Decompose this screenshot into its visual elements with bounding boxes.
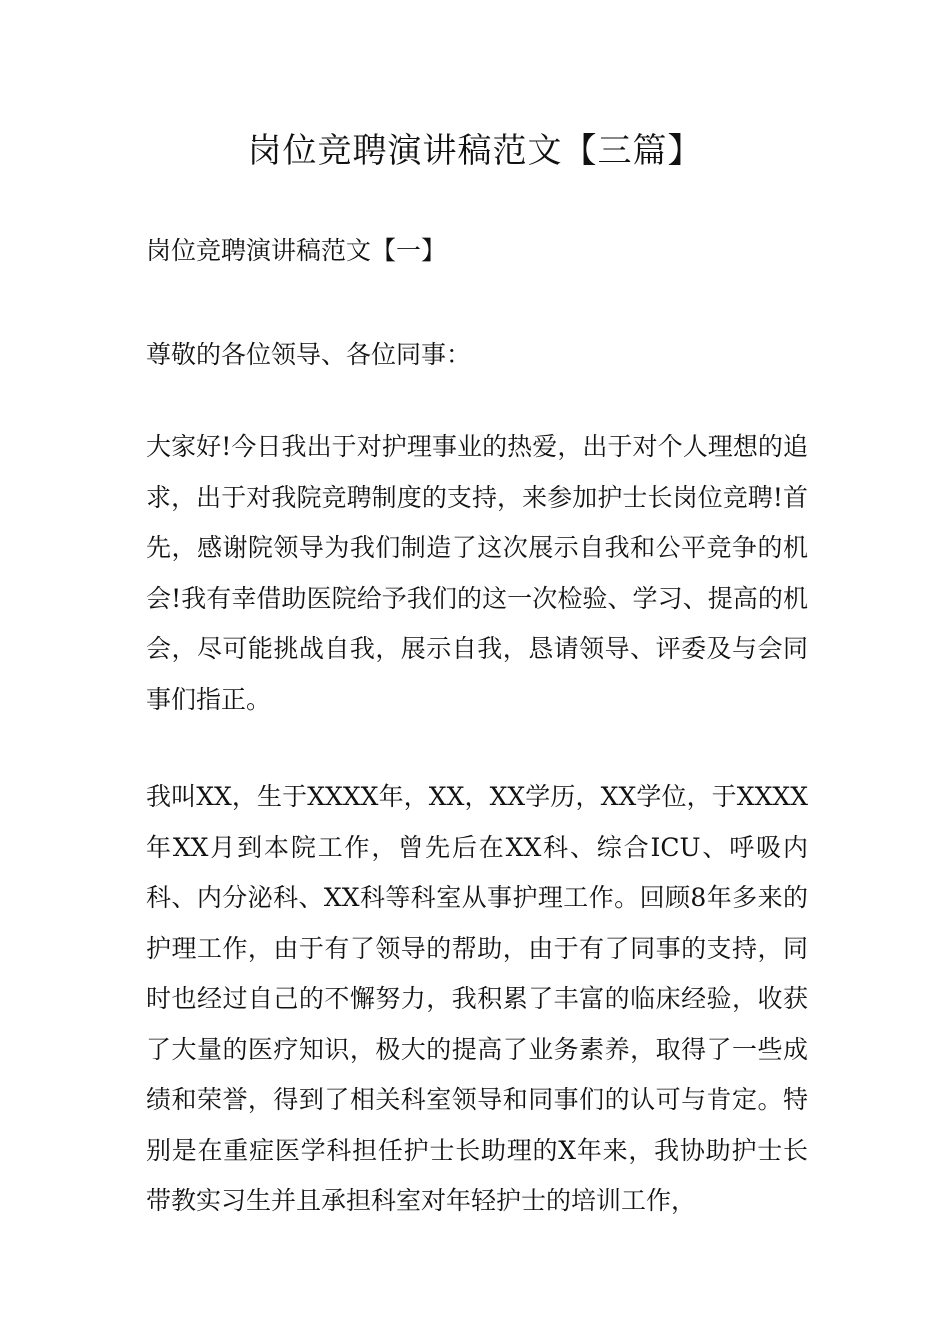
salutation: 尊敬的各位领导、各位同事： xyxy=(146,340,472,369)
paragraph-intro: 大家好!今日我出于对护理事业的热爱，出于对个人理想的追求，出于对我院竞聘制度的支持，来参加护士长岗位竞聘!首先，感谢院领导为我们制造了这次展示自我和公平竞争的机会!我有幸借助医院给予我们的这一次检验、学习、提高的机会，尽可能挑战自我，展示自我，恳请领导、评委及与会同事们指正。 xyxy=(146,432,808,714)
section-title: 岗位竞聘演讲稿范文【一】 xyxy=(146,236,447,265)
document-title: 岗位竞聘演讲稿范文【三篇】 xyxy=(247,131,703,171)
paragraph-background: 我叫XX，生于XXXX年，XX，XX学历，XX学位，于XXXX年XX月到本院工作，曾先后在XX科、综合ICU、呼吸内科、内分泌科、XX科等科室从事护理工作。回顾8年多来的护理工作，由于有了领导的帮助，由于有了同事的支持，同时也经过自己的不懈努力，我积累了丰富的临床经验，收获了大量的医疗知识，极大的提高了业务素养，取得了一些成绩和荣誉，得到了相关科室领导和同事们的认可与肯定。特别是在重症医学科担任护士长助理的X年来，我协助护士长带教实习生并且承担科室对年轻护士的培训工作， xyxy=(146,782,808,1215)
